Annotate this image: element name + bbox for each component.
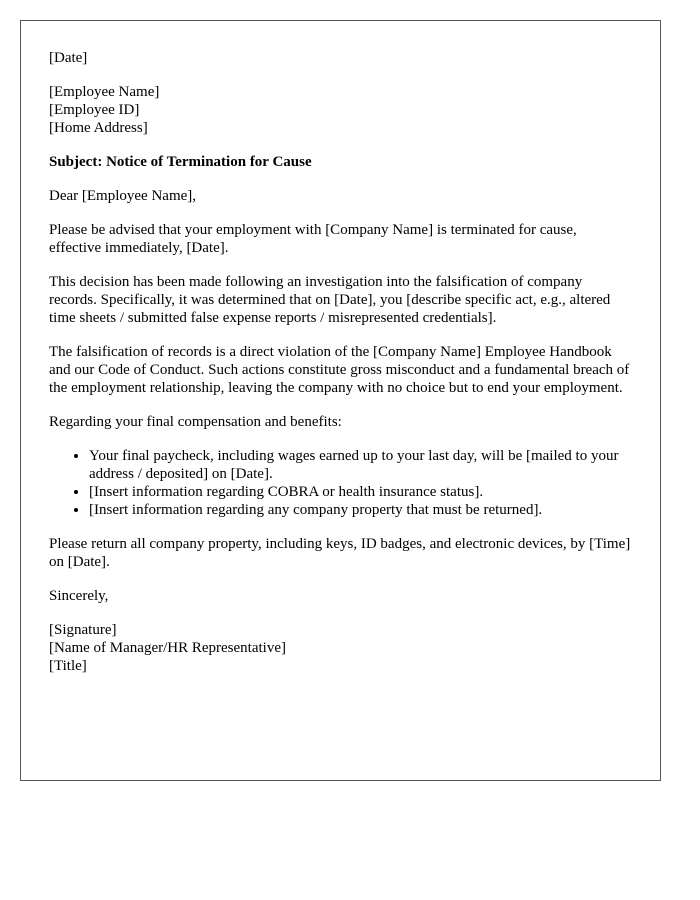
paragraph-return-property: Please return all company property, including keys, ID badges, and electronic devices, by [Time] on [Date]. xyxy=(49,536,631,570)
list-item: • [Insert information regarding COBRA or health insurance status]. xyxy=(89,483,632,501)
home-address: [Home Address] xyxy=(49,120,148,136)
compensation-list xyxy=(49,447,632,519)
paragraph-compensation-intro: Regarding your final compensation and benefits: xyxy=(49,414,342,430)
recipient-block xyxy=(49,83,632,137)
salutation: Dear [Employee Name], xyxy=(49,188,197,204)
signer-name: [Name of Manager/HR Representative] xyxy=(49,640,286,656)
subject-line: Subject: Notice of Termination for Cause xyxy=(49,154,312,170)
closing: Sincerely, xyxy=(49,588,109,604)
employee-id: [Employee ID] xyxy=(49,102,140,118)
letter-date: [Date] xyxy=(49,50,88,66)
list-item: • [Insert information regarding any company property that must be returned]. xyxy=(89,501,632,519)
list-item: • Your final paycheck, including wages earned up to your last day, will be [mailed to your address / deposited] on [Date]. xyxy=(89,447,632,483)
signer-title: [Title] xyxy=(49,658,87,674)
signature: [Signature] xyxy=(49,622,117,638)
termination-letter xyxy=(20,20,661,781)
paragraph-violation: The falsification of records is a direct violation of the [Company Name] Employee Handbook and our Code of Conduct. Such actions constitute gross misconduct and a fundamental breach of the employment relationship, leaving the company with no choice but to end your employment. xyxy=(49,344,630,396)
paragraph-investigation: This decision has been made following an investigation into the falsification of company records. Specifically, it was determined that on [Date], you [describe specific act, e.g., altered time sheets / submitted false expense reports / misrepresented credentials]. xyxy=(49,274,611,326)
employee-name: [Employee Name] xyxy=(49,84,160,100)
signature-block xyxy=(49,621,632,675)
paragraph-termination: Please be advised that your employment with [Company Name] is terminated for cause, effective immediately, [Date]. xyxy=(49,222,577,256)
